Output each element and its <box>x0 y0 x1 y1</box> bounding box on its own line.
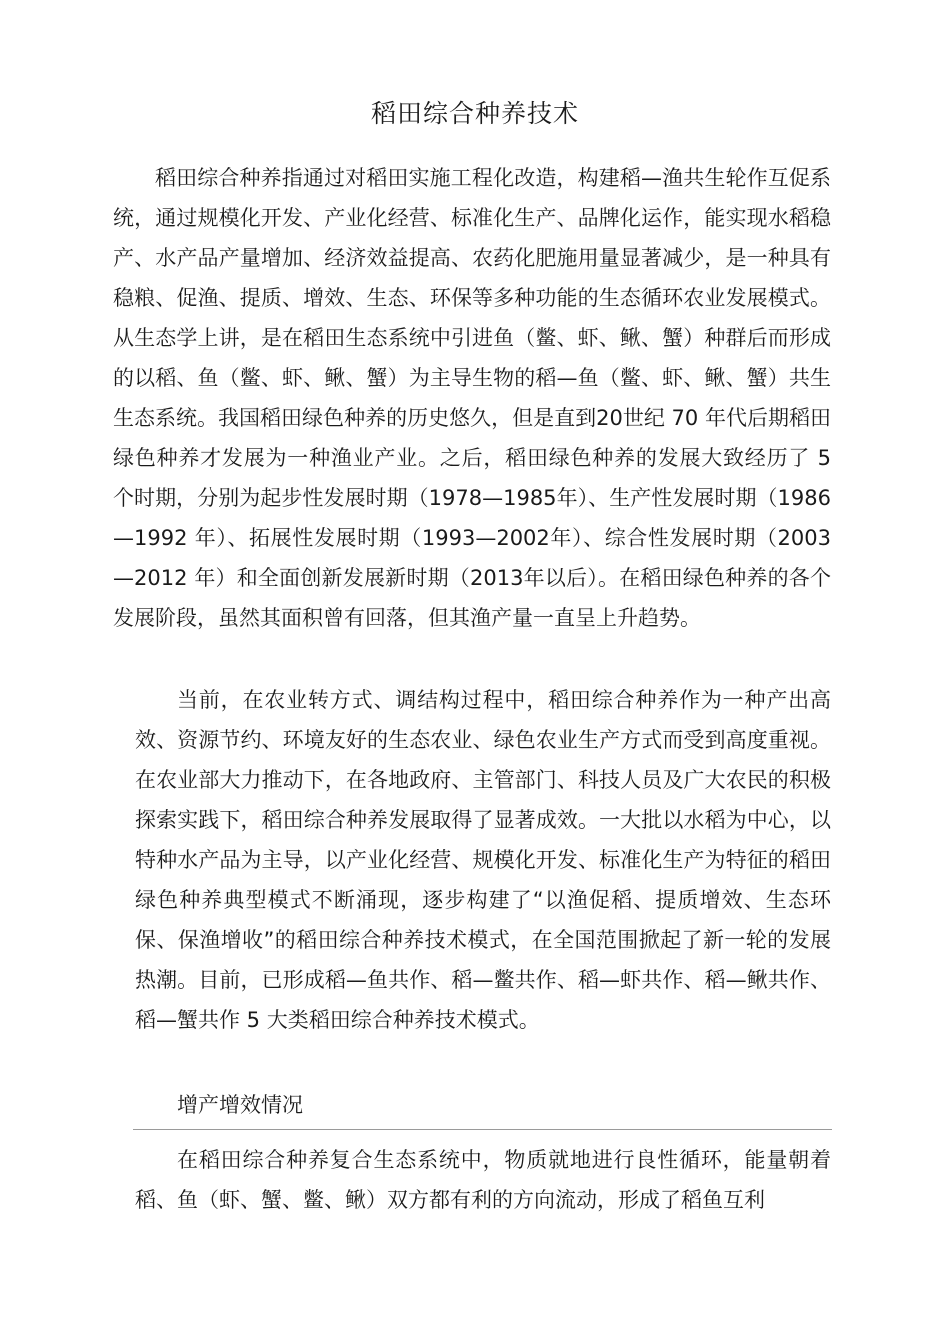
section-heading: 增产增效情况 <box>177 1093 303 1117</box>
section-divider <box>133 1129 832 1130</box>
paragraph-current-status: 当前，在农业转方式、调结构过程中，稻田综合种养作为一种产出高效、资源节约、环境友好的生态农业、绿色农业生产方式而受到高度重视。在农业部大力推动下，在各地政府、主管部门、科技人员及广大农民的积极探索实践下，稻田综合种养发展取得了显著成效。一大批以水稻为中心，以特种水产品为主导，以产业化经营、规模化开发、标准化生产为特征的稻田绿色种养典型模式不断涌现，逐步构建了“以渔促稻、提质增效、生态环保、保渔增收”的稻田综合种养技术模式，在全国范围掀起了新一轮的发展热潮。目前，已形成稻—鱼共作、稻—鳖共作、稻—虾共作、稻—鳅共作、稻—蟹共作 5 大类稻田综合种养技术模式。 <box>135 688 831 1032</box>
paragraph-ecosystem: 在稻田综合种养复合生态系统中，物质就地进行良性循环，能量朝着稻、鱼（虾、蟹、鳖、鳅）双方都有利的方向流动，形成了稻鱼互利 <box>135 1148 831 1212</box>
paragraph-introduction: 稻田综合种养指通过对稻田实施工程化改造，构建稻—渔共生轮作互促系统，通过规模化开发、产业化经营、标准化生产、品牌化运作，能实现水稻稳产、水产品产量增加、经济效益提高、农药化肥施用量显著减少，是一种具有稳粮、促渔、提质、增效、生态、环保等多种功能的生态循环农业发展模式。从生态学上讲，是在稻田生态系统中引进鱼（鳖、虾、鳅、蟹）种群后而形成的以稻、鱼（鳖、虾、鳅、蟹）为主导生物的稻—鱼（鳖、虾、鳅、蟹）共生生态系统。我国稻田绿色种养的历史悠久，但是直到20世纪 70 年代后期稻田绿色种养才发展为一种渔业产业。之后，稻田绿色种养的发展大致经历了 5 个时期，分别为起步性发展时期（1978—1985年）、生产性发展时期（1986—1992 年）、拓展性发展时期（1993—2002年）、综合性发展时期（2003—2012 年）和全面创新发展新时期（2013年以后）。在稻田绿色种养的各个发展阶段，虽然其面积曾有回落，但其渔产量一直呈上升趋势。 <box>113 166 831 630</box>
document-title: 稻田综合种养技术 <box>370 99 579 128</box>
